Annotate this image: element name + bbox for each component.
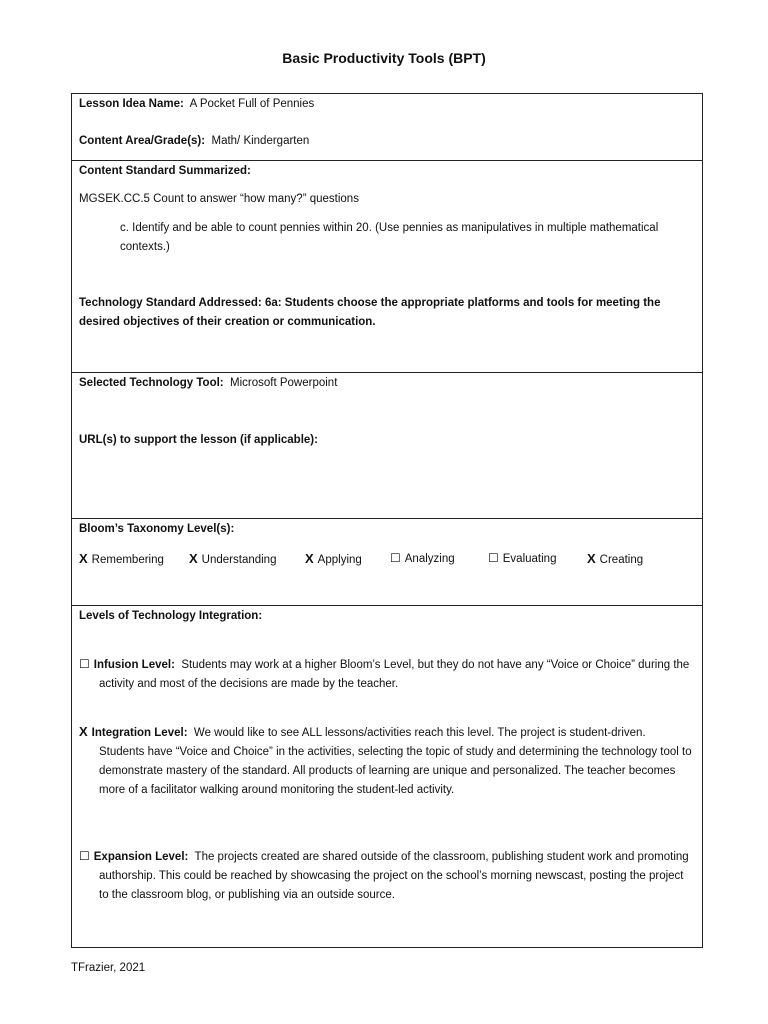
bloom-item-label: Remembering (91, 554, 164, 566)
document-title: Basic Productivity Tools (BPT) (282, 50, 486, 66)
bloom-item-label: Understanding (201, 554, 277, 566)
expansion-level (79, 847, 692, 905)
level-name: Integration Level: (91, 727, 188, 739)
bloom-label: Bloom’s Taxonomy Level(s): (79, 523, 235, 535)
lesson-idea-row (79, 95, 694, 114)
tech-standard-row (79, 294, 698, 332)
bloom-item-evaluating (488, 551, 556, 565)
bloom-checkbox-icon: ☐ (488, 551, 499, 565)
bloom-section (72, 518, 702, 605)
integration-level (79, 722, 692, 800)
tool-section (72, 372, 702, 518)
url-label: URL(s) to support the lesson (if applicable): (79, 434, 318, 446)
level-name: Infusion Level: (93, 659, 175, 671)
bloom-mark: X (305, 551, 314, 566)
tool-row (79, 374, 694, 393)
bloom-item-label: Creating (599, 554, 644, 566)
content-standard-label: Content Standard Summarized: (79, 165, 251, 177)
footer-credit: TFrazier, 2021 (71, 962, 146, 974)
tech-standard-label: Technology Standard Addressed: (79, 297, 262, 309)
tech-standard-value: 6a: Students choose the appropriate platforms and tools for meeting the desired objectives of their creation or communication. (79, 297, 661, 328)
content-area-label: Content Area/Grade(s): (79, 135, 206, 147)
bloom-item-applying (305, 551, 362, 566)
lesson-idea-section (72, 94, 702, 160)
standards-section (72, 160, 702, 372)
bloom-item-label: Applying (317, 554, 362, 566)
bloom-item-label: Evaluating (502, 553, 557, 565)
bloom-checkbox-icon: ☐ (390, 551, 401, 565)
tool-value: Microsoft Powerpoint (230, 377, 338, 389)
level-text: The projects created are shared outside of the classroom, publishing student work and promoting authorship. This could be reached by showcasing the project on the school’s morning newscast, posting the project to the classroom blog, or publishing via an outside source. (99, 851, 689, 901)
bloom-item-analyzing (390, 551, 455, 565)
bloom-mark: X (79, 551, 88, 566)
integration-section (72, 605, 702, 947)
bloom-item-label: Analyzing (404, 553, 455, 565)
infusion-level (79, 655, 692, 694)
content-area-row (79, 132, 694, 151)
level-name: Expansion Level: (93, 851, 189, 863)
content-area-value: Math/ Kindergarten (211, 135, 310, 147)
level-text: Students may work at a higher Bloom’s Level, but they do not have any “Voice or Choice” during the activity and most of the decisions are made by the teacher. (99, 659, 690, 690)
integration-label: Levels of Technology Integration: (79, 610, 263, 622)
bloom-item-understanding (189, 551, 276, 566)
bloom-mark: X (189, 551, 198, 566)
content-standard-code: MGSEK.CC.5 Count to answer “how many?” questions (79, 193, 359, 205)
lesson-idea-value: A Pocket Full of Pennies (189, 98, 315, 110)
level-text: We would like to see ALL lessons/activities reach this level. The project is student-driven. Students have “Voice and Choice” in the activities, selecting the topic of study and determining the technology tool to demonstrate mastery of the standard. All products of learning are unique and personalized. The teacher becomes more of a facilitator walking around monitoring the student-led activity. (99, 727, 692, 796)
bloom-item-remembering (79, 551, 164, 566)
integration-mark: X (79, 724, 88, 739)
infusion-checkbox-icon: ☐ (79, 657, 90, 671)
lesson-form-table (71, 93, 703, 948)
bloom-item-creating (587, 551, 643, 566)
expansion-checkbox-icon: ☐ (79, 849, 90, 863)
content-standard-detail: c. Identify and be able to count pennies within 20. (Use pennies as manipulatives in multiple mathematical contexts.) (120, 222, 659, 253)
bloom-mark: X (587, 551, 596, 566)
tool-label: Selected Technology Tool: (79, 377, 224, 389)
lesson-idea-label: Lesson Idea Name: (79, 98, 184, 110)
